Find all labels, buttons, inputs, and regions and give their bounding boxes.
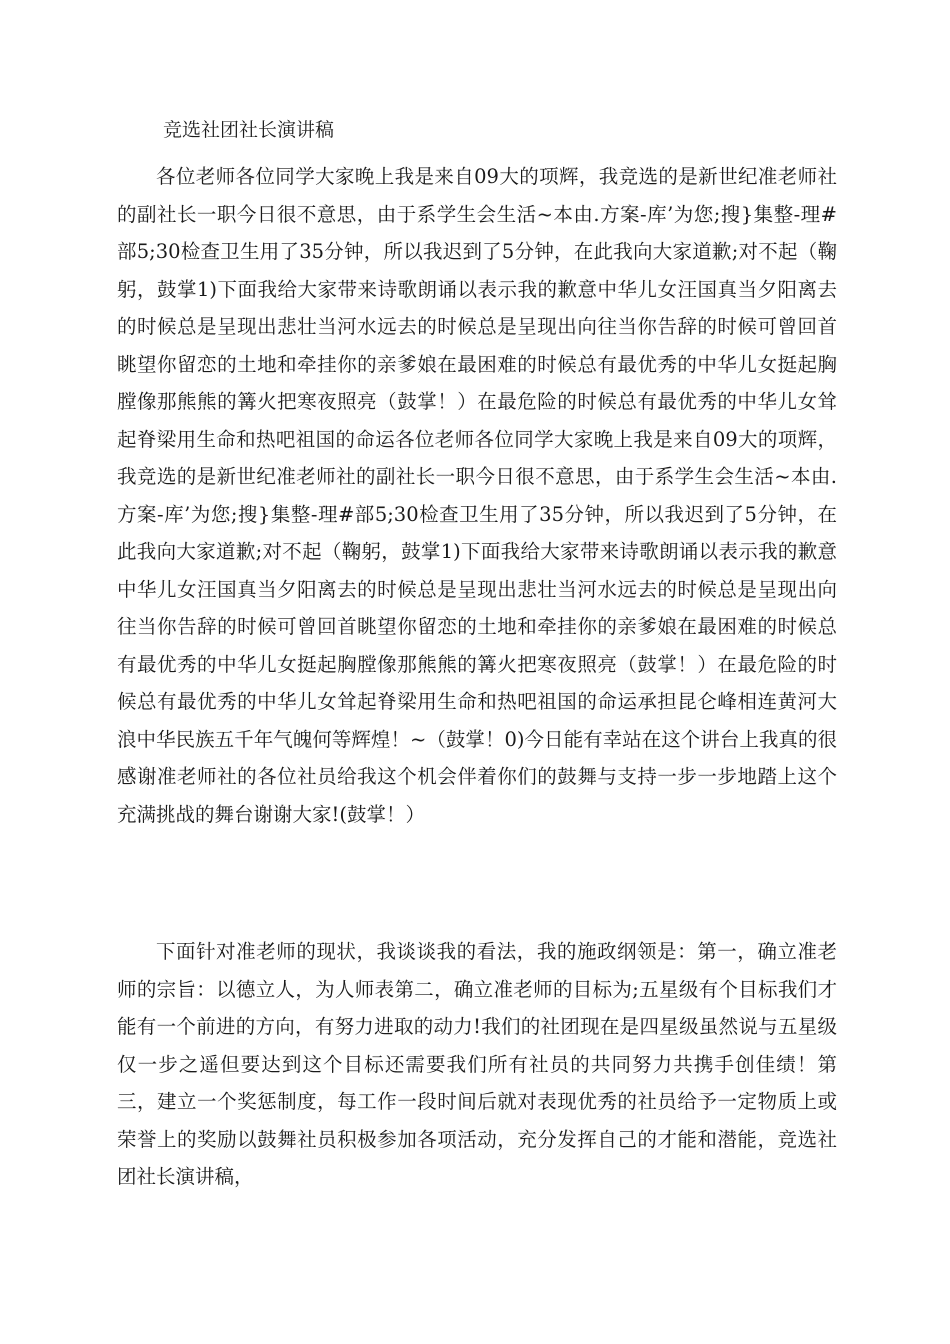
body-paragraph-2: 下面针对准老师的现状，我谈谈我的看法，我的施政纲领是：第一，确立准老师的宗旨：以德立人，为人师表第二，确立准老师的目标为;五星级有个目标我们才能有一个前进的方向，有努力进取的动力!我们的社团现在是四星级虽然说与五星级仅一步之遥但要达到这个目标还需要我们所有社员的共同努力共携手创佳绩！第三，建立一个奖惩制度，每工作一段时间后就对表现优秀的社员给予一定物质上或荣誉上的奖励以鼓舞社员积极参加各项活动，充分发挥自己的才能和潜能，竞选社团社长演讲稿， (117, 940, 837, 1188)
document-title: 竞选社团社长演讲稿 (163, 119, 335, 141)
body-paragraph-1: 各位老师各位同学大家晚上我是来自09大的项辉，我竞选的是新世纪准老师社的副社长一职今日很不意思，由于系学生会生活~本由.方案-库’为您;搜}集整-理#部5;30检查卫生用了35分钟，所以我迟到了5分钟，在此我向大家道歉;对不起（鞠躬，鼓掌1)下面我给大家带来诗歌朗诵以表示我的歉意中华儿女汪国真当夕阳离去的时候总是呈现出悲壮当河水远去的时候总是呈现出向往当你告辞的时候可曾回首眺望你留恋的土地和牵挂你的亲爹娘在最困难的时候总有最优秀的中华儿女挺起胸膛像那熊熊的篝火把寒夜照亮（鼓掌！）在最危险的时候总有最优秀的中华儿女耸起脊梁用生命和热吧祖国的命运各位老师各位同学大家晚上我是来自09大的项辉，我竞选的是新世纪准老师社的副社长一职今日很不意思，由于系学生会生活~本由.方案-库’为您;搜}集整-理#部5;30检查卫生用了35分钟，所以我迟到了5分钟，在此我向大家道歉;对不起（鞠躬，鼓掌1)下面我给大家带来诗歌朗诵以表示我的歉意中华儿女汪国真当夕阳离去的时候总是呈现出悲壮当河水远去的时候总是呈现出向往当你告辞的时候可曾回首眺望你留恋的土地和牵挂你的亲爹娘在最困难的时候总有最优秀的中华儿女挺起胸膛像那熊熊的篝火把寒夜照亮（鼓掌！）在最危险的时候总有最优秀的中华儿女耸起脊梁用生命和热吧祖国的命运承担昆仑峰相连黄河大浪中华民族五千年气魄何等辉煌！~（鼓掌！0)今日能有幸站在这个讲台上我真的很感谢准老师社的各位社员给我这个机会伴着你们的鼓舞与支持一步一步地踏上这个充满挑战的舞台谢谢大家!(鼓掌！） (117, 165, 837, 826)
